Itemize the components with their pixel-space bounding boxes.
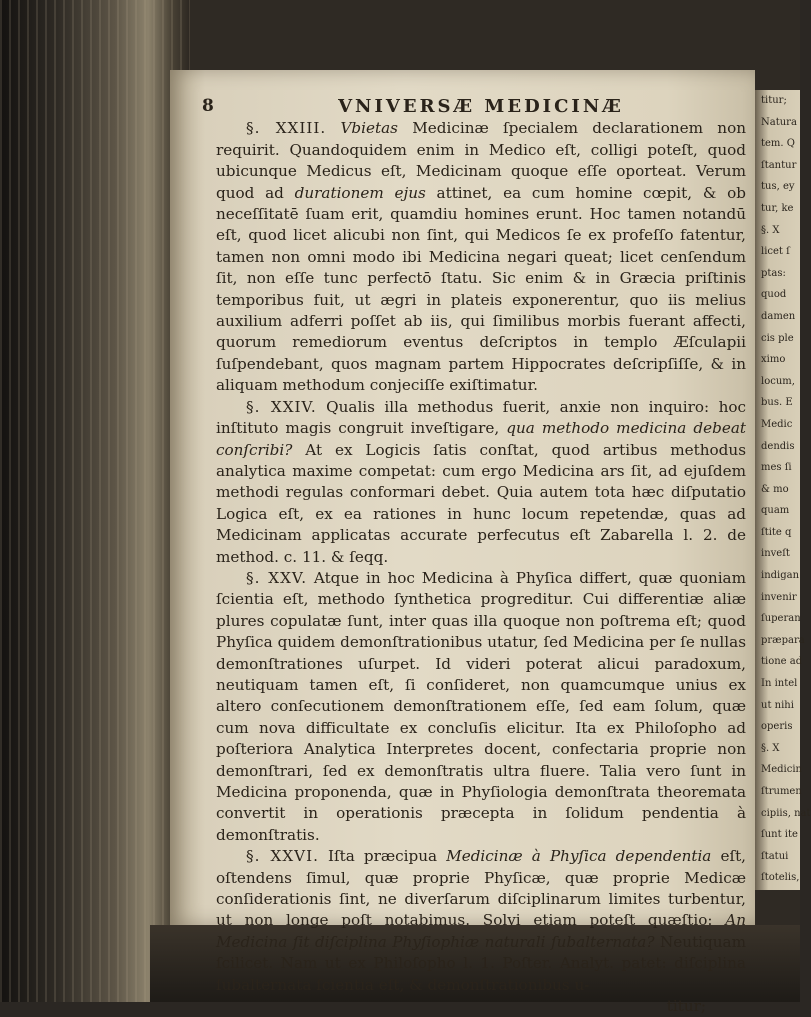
facing-page-line: ſtotelis,: [761, 872, 800, 884]
text-run: Atque in hoc Medicina à Phyſica differt, quæ quoniam ſcientia eſt, methodo ſynthetica progreditur. Cui differentiæ aliæ plures copulatæ ſunt, inter quas illa quoque non poſtrema eſt; quod Phyſica quidem demonſtrationibus utatur, ſed Medicina per ſe nullas demonſtrationes uſurpet. Id videri poterat alicui paradoxum, neutiquam tamen eſt, ſi conſideret, non quamcumque unius ex altero conſecutionem demonſtrationem eſſe, ſed eam ſolum, quæ cum nova difficultate ex concluſis elicitur. Ita ex Philoſopho ad poſteriora Analytica Interpretes docent, confectaria proprie non demonſtrari, ſed ex demonſtratis ultra fluere. Talia vero ſunt in Medicina proponenda, quæ in Phyſiologia demonſtrata theoremata convertit in operationis præcepta in ſolidum pendentia à demonſtratis.: [216, 568, 747, 844]
facing-page-line: licet ſ: [761, 246, 790, 258]
section-number: §. XXIII.: [246, 119, 327, 138]
facing-page-line: tione ad: [761, 656, 803, 668]
facing-page-line: locum,: [761, 375, 795, 387]
italic-phrase: Vbietas: [340, 119, 398, 138]
book-spine: [0, 0, 190, 1002]
italic-phrase: durationem ejus: [294, 183, 426, 202]
text-run: Iſta præcipua: [318, 847, 447, 866]
italic-phrase: qua methodo medicina debeat conſcribi?: [216, 419, 746, 459]
facing-page-line: indigan: [761, 570, 800, 582]
facing-page-line: præpara: [761, 634, 805, 646]
facing-page-line: quam: [761, 505, 790, 517]
section-number: §. XXV.: [246, 568, 308, 587]
catchword: titur;: [666, 997, 706, 1016]
facing-page-line: operis: [761, 721, 793, 733]
text-run: At ex Logicis ſatis conſtat, quod artibus methodus analytica maxime competat: cum ergo Medicina ars ſit, ad ejuſdem methodi regulas conformari debet. Quia autem tota hæc diſputatio Logica eſt, ex ea rationes in hunc locum repetendæ, quas ad Medicinam applicatas accurate perfecutus eſt Zabarella l. 2. de method. c. 11. & ſeqq.: [216, 440, 746, 566]
text-run: [326, 119, 340, 137]
facing-page-line: ptas:: [761, 267, 786, 279]
facing-page-line: cipiis, nat: [761, 807, 811, 819]
facing-page-line: §. X: [761, 224, 780, 236]
text-run: attinet, ea cum homine cœpit, & ob neceſſitatē ſuam erit, quamdiu homines erunt. Hoc tamen notandū eſt, quod licet alicubi non ſint, qui Medicos ſe ex profeſſo fatentur, tamen non omni modo ibi Medicina negari queat; licet cenſendum ſit, non eſſe tunc perfectō ſtatu. Sic enim & in Græcia priſtinis temporibus fuit, ut ægri in plateis exponerentur, quo iis melius auxilium adferri poſſet ab iis, qui ſimilibus morbis fuerant affecti, quorum remediorum eventus deſcriptos in templo Æſculapii ſuſpendebant, quos magnam partem Hippocrates deſcripſiſſe, & in aliquam methodum conjeciſſe exiſtimatur.: [216, 183, 746, 395]
facing-page-line: mes ſi: [761, 462, 792, 474]
section-number: §. XXVI.: [246, 847, 319, 866]
facing-page-line: tus, ey: [761, 181, 795, 193]
facing-page-line: ſtrumen: [761, 786, 802, 797]
text-run: Qualis illa methodus fuerit, anxie non inquiro: hoc inſtituto magis congruit inveſtigare,: [216, 397, 746, 438]
facing-page-line: ſunt ite: [761, 829, 798, 841]
facing-page-line: tur, ke: [761, 202, 794, 214]
text-run: Medicinæ ſpecialem declarationem non requirit. Quandoquidem enim in Medico eſt, colligi poteſt, quod ubicunque Medicus eſt, Medicinam quoque eſſe oporteat. Verum quod ad: [216, 119, 746, 202]
facing-page-line: Medicin: [761, 764, 802, 776]
body-paragraphs: [216, 118, 746, 996]
section-number: §. XXIV.: [246, 397, 317, 416]
page-text: [202, 96, 747, 1017]
facing-page-line: §. X: [761, 742, 780, 754]
facing-page-line: In intel: [761, 678, 798, 690]
facing-page-line: quod: [761, 289, 787, 301]
facing-page-line: ximo: [761, 354, 786, 366]
facing-page-line: cis ple: [761, 332, 794, 344]
facing-page-line: invenir: [761, 591, 797, 603]
page-number: 8: [202, 96, 214, 116]
facing-page-line: & mo: [761, 483, 789, 495]
paragraph: [216, 118, 746, 396]
facing-page-line: ſuperan: [761, 613, 801, 625]
facing-page-line: ſtatui: [761, 850, 789, 862]
paragraph: [216, 397, 746, 568]
paragraph: [216, 846, 746, 996]
facing-page-line: dendis: [761, 440, 795, 452]
facing-page-line: ſtantur: [761, 159, 797, 171]
facing-page-line: Medic: [761, 418, 793, 430]
facing-page-line: ſtite q: [761, 526, 792, 538]
facing-page-line: inveſt: [761, 548, 790, 560]
text-run: Neutiquam ſcilicet. Nam ut ex Philoſopho l. 1. Poſter. Analyt. patet: diſciplina ſubalternata ſcientia eſt, & demonſtrationibus u-: [216, 932, 746, 994]
facing-page-line: damen: [761, 310, 796, 322]
facing-page-line: Natura: [761, 116, 797, 128]
text-run: eſt, oſtendens ſimul, quæ proprie Phyſicæ, quæ proprie Medicæ conſiderationis ſint, ne diverſarum diſciplinarum limites turbentur, ut non longe poſt notabimus. Solvi etiam poteſt quæſtio:: [216, 847, 747, 930]
italic-phrase: An Medicina ſit diſciplina Phyſiophiæ naturali ſubalternata?: [216, 911, 746, 951]
page-header: [202, 96, 746, 117]
facing-page-line: titur;: [761, 95, 787, 106]
italic-phrase: Medicinæ à Phyſica dependentia: [446, 847, 712, 866]
facing-page-line: bus. E: [761, 397, 793, 409]
paragraph: [216, 568, 746, 846]
facing-page-line: ut nihi: [761, 699, 794, 711]
running-head: VNIVERSÆ MEDICINÆ: [338, 96, 624, 117]
facing-page-line: tem. Q: [761, 138, 795, 150]
facing-page: [755, 90, 811, 890]
